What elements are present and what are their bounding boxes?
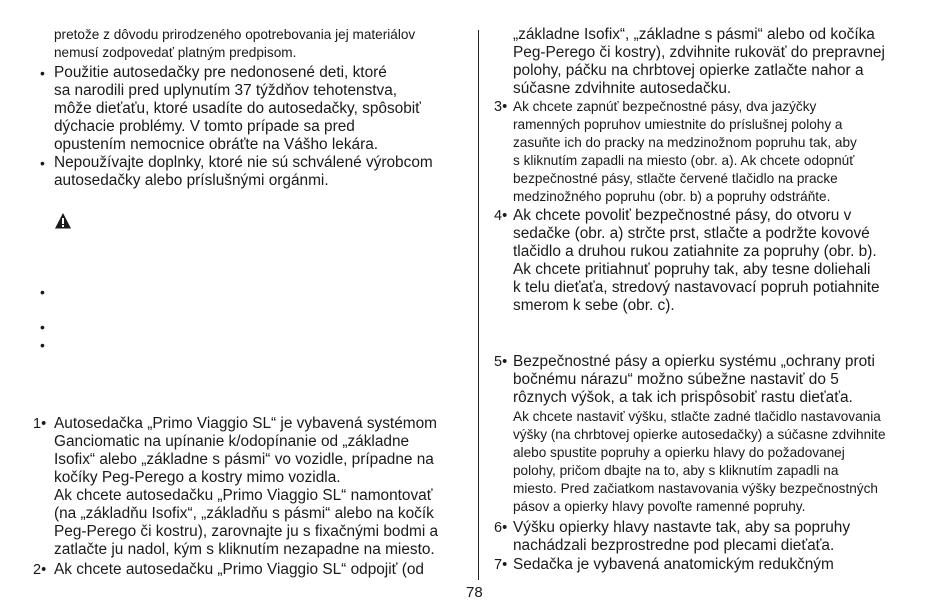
bullet-2-line-1: Nepoužívajte doplnky, ktoré nie sú schválené výrobcom [54, 154, 433, 171]
bullet-marker: • [40, 284, 45, 300]
item-4-line-6: smerom k sebe (obr. c). [513, 297, 675, 314]
item-number-5: 5• [494, 354, 508, 370]
continuation-line-1: „základne Isofix“, „základne s pásmi“ alebo od kočíka [513, 26, 875, 43]
item-6-line-1: Výšku opierky hlavy nastavte tak, aby sa popruhy [513, 519, 851, 536]
item-1-line-7: Peg-Perego či kostru), zarovnajte ju s fixačnými bodmi a [54, 523, 439, 540]
bullet-marker: • [40, 337, 45, 353]
bullet-1-line-2: sa narodili pred uplynutím 37 týždňov tehotenstva, [54, 82, 398, 99]
item-1-line-5: Ak chcete autosedačku „Primo Viaggio SL“ namontovať [54, 487, 433, 504]
item-5-line-2: bočnému nárazu“ možno súbežne nastaviť do 5 [513, 371, 839, 388]
continuation-line-2: Peg-Perego či kostry), zdvihnite rukoväť do prepravnej [513, 44, 885, 61]
bullet-marker: • [40, 155, 45, 171]
item-2-line-1: Ak chcete autosedačku „Primo Viaggio SL“ odpojiť (od [54, 561, 424, 578]
item-number-2: 2• [33, 562, 47, 578]
intro-line-2: nemusí zodpovedať platným predpisom. [54, 45, 297, 60]
continuation-line-4: súčasne zdvihnite autosedačku. [513, 80, 732, 97]
item-1-line-8: zatlačte ju nadol, kým s kliknutím nezapadne na miesto. [54, 541, 435, 558]
item-3-line-5: bezpečnostné pásy, stlačte červené tlačidlo na pracke [513, 171, 838, 186]
item-5-line-3: rôznych výšok, a tak ich prispôsobiť rastu dieťaťa. [513, 389, 853, 406]
item-3-line-4: s kliknutím zapadli na miesto (obr. a). Ak chcete odopnúť [513, 153, 855, 168]
item-1-line-6: (na „základňu Isofix“, „základňu s pásmi“ alebo na kočík [54, 505, 434, 522]
item-5-small-line-3: alebo spustite popruhy a opierku hlavy do požadovanej [513, 445, 845, 460]
item-1-line-2: Ganciomatic na upínanie k/odopínanie od „základne [54, 433, 410, 450]
continuation-line-3: polohy, páčku na chrbtovej opierke zatlačte nahor a [513, 62, 864, 79]
item-1-line-3: Isofix“ alebo „základne s pásmi“ vo vozidle, prípadne na [54, 451, 434, 468]
item-5-line-1: Bezpečnostné pásy a opierku systému „ochrany proti [513, 353, 875, 370]
item-3-line-6: medzinožného popruhu (obr. b) a popruhy odstráňte. [513, 189, 831, 204]
bullet-2-line-2: autosedačky alebo príslušnými orgánmi. [54, 172, 329, 189]
bullet-1-line-4: dýchacie problémy. V tomto prípade sa pred [54, 118, 355, 135]
item-1-line-4: kočíky Peg-Perego a kostry mimo vozidla. [54, 469, 341, 486]
bullet-1-line-1: Použitie autosedačky pre nedonosené deti, ktoré [54, 64, 387, 81]
column-divider [478, 30, 479, 580]
item-number-7: 7• [494, 557, 508, 573]
item-4-line-2: sedačke (obr. a) strčte prst, stlačte a podržte kovové [513, 225, 870, 242]
item-5-small-line-4: polohy, pričom dbajte na to, aby s kliknutím zapadli na [513, 463, 839, 478]
item-number-3: 3• [494, 99, 508, 115]
intro-line-1: pretože z dôvodu prirodzeného opotrebovania jej materiálov [54, 27, 416, 42]
item-4-line-4: Ak chcete pritiahnuť popruhy tak, aby tesne doliehali [513, 261, 871, 278]
bullet-marker: • [40, 319, 45, 335]
item-4-line-3: tlačidlo a druhou rukou zatiahnite za popruhy (obr. b). [513, 243, 877, 260]
item-3-line-1: Ak chcete zapnúť bezpečnostné pásy, dva jazýčky [513, 99, 817, 114]
item-7-line-1: Sedačka je vybavená anatomickým redukčným [513, 556, 834, 573]
warning-triangle-icon [54, 212, 72, 230]
item-4-line-1: Ak chcete povoliť bezpečnostné pásy, do otvoru v [513, 207, 852, 224]
bullet-1-line-3: môže dieťaťu, ktoré usadíte do autosedačky, spôsobiť [54, 100, 421, 117]
item-1-line-1: Autosedačka „Primo Viaggio SL“ je vybavená systémom [54, 415, 437, 432]
item-5-small-line-2: výšky (na chrbtovej opierke autosedačky) a súčasne zdvihnite [513, 427, 886, 442]
item-5-small-line-1: Ak chcete nastaviť výšku, stlačte zadné tlačidlo nastavovania [513, 409, 881, 424]
item-6-line-2: nachádzali bezprostredne pod plecami dieťaťa. [513, 537, 835, 554]
item-4-line-5: k telu dieťaťa, stredový nastavovací popruh potiahnite [513, 279, 880, 296]
page-number: 78 [466, 584, 483, 601]
item-number-4: 4• [494, 208, 508, 224]
item-3-line-2: ramenných popruhov umiestnite do príslušnej polohy a [513, 117, 843, 132]
bullet-marker: • [40, 65, 45, 81]
item-number-6: 6• [494, 520, 508, 536]
item-5-small-line-6: pásov a opierky hlavy povoľte ramenné popruhy. [513, 499, 806, 514]
item-3-line-3: zasuňte ich do pracky na medzinožnom popruhu tak, aby [513, 135, 857, 150]
item-5-small-line-5: miesto. Pred začiatkom nastavovania výšky bezpečnostných [513, 481, 878, 496]
bullet-1-line-5: opustením nemocnice obráťte na Vášho lekára. [54, 136, 379, 153]
item-number-1: 1• [33, 416, 47, 432]
